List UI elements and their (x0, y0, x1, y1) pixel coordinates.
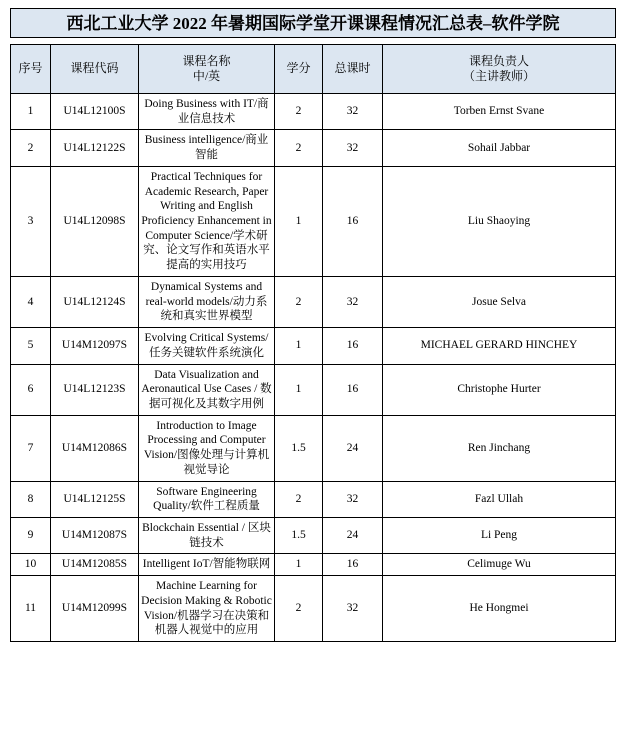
cell-credit: 1 (275, 328, 323, 364)
cell-index: 4 (11, 276, 51, 327)
cell-index: 7 (11, 415, 51, 481)
table-row (11, 166, 616, 276)
column-header-teacher-line2: （主讲教师） (462, 69, 535, 83)
table-row (11, 328, 616, 364)
cell-credit: 1 (275, 554, 323, 576)
cell-code: U14L12098S (51, 166, 139, 276)
cell-credit: 2 (275, 276, 323, 327)
cell-teacher: Li Peng (383, 517, 616, 553)
cell-name: Doing Business with IT/商业信息技术 (139, 94, 275, 130)
table-header (11, 45, 616, 94)
cell-hours: 32 (323, 576, 383, 642)
cell-index: 1 (11, 94, 51, 130)
cell-name: Machine Learning for Decision Making & Robotic Vision/机器学习在决策和机器人视觉中的应用 (139, 576, 275, 642)
cell-teacher: He Hongmei (383, 576, 616, 642)
cell-index: 8 (11, 481, 51, 517)
column-header-teacher (383, 45, 616, 94)
cell-teacher: Celimuge Wu (383, 554, 616, 576)
cell-hours: 32 (323, 481, 383, 517)
cell-hours: 32 (323, 130, 383, 166)
course-summary-table (10, 44, 616, 642)
cell-credit: 1 (275, 166, 323, 276)
cell-name: Data Visualization and Aeronautical Use Cases / 数据可视化及其数字用例 (139, 364, 275, 415)
cell-hours: 16 (323, 364, 383, 415)
table-row (11, 481, 616, 517)
column-header-teacher-line1: 课程负责人 (468, 53, 529, 68)
cell-code: U14M12085S (51, 554, 139, 576)
cell-index: 10 (11, 554, 51, 576)
cell-index: 9 (11, 517, 51, 553)
cell-name: Dynamical Systems and real-world models/动力系统和真实世界模型 (139, 276, 275, 327)
column-header-name-line1: 课程名称 (182, 53, 231, 68)
cell-code: U14L12100S (51, 94, 139, 130)
cell-code: U14L12122S (51, 130, 139, 166)
cell-teacher: Josue Selva (383, 276, 616, 327)
column-header-index: 序号 (11, 45, 51, 94)
cell-credit: 2 (275, 130, 323, 166)
cell-name: Blockchain Essential / 区块链技术 (139, 517, 275, 553)
cell-index: 6 (11, 364, 51, 415)
table-row (11, 94, 616, 130)
table-row (11, 517, 616, 553)
cell-code: U14M12087S (51, 517, 139, 553)
cell-hours: 24 (323, 415, 383, 481)
cell-code: U14M12086S (51, 415, 139, 481)
cell-teacher: Christophe Hurter (383, 364, 616, 415)
cell-code: U14M12099S (51, 576, 139, 642)
cell-name: Evolving Critical Systems/任务关键软件系统演化 (139, 328, 275, 364)
table-row (11, 554, 616, 576)
cell-hours: 32 (323, 94, 383, 130)
table-row (11, 415, 616, 481)
cell-hours: 16 (323, 166, 383, 276)
cell-index: 3 (11, 166, 51, 276)
cell-teacher: Ren Jinchang (383, 415, 616, 481)
table-header-row (11, 45, 616, 94)
column-header-credit: 学分 (275, 45, 323, 94)
cell-name: Business intelligence/商业智能 (139, 130, 275, 166)
cell-index: 5 (11, 328, 51, 364)
column-header-name (139, 45, 275, 94)
cell-code: U14L12124S (51, 276, 139, 327)
column-header-name-line2: 中/英 (192, 69, 221, 83)
cell-index: 2 (11, 130, 51, 166)
cell-teacher: Liu Shaoying (383, 166, 616, 276)
table-row (11, 364, 616, 415)
cell-teacher: Sohail Jabbar (383, 130, 616, 166)
table-body (11, 94, 616, 642)
cell-teacher: MICHAEL GERARD HINCHEY (383, 328, 616, 364)
document-title: 西北工业大学 2022 年暑期国际学堂开课课程情况汇总表–软件学院 (10, 8, 616, 38)
table-row (11, 276, 616, 327)
cell-credit: 2 (275, 481, 323, 517)
cell-hours: 16 (323, 328, 383, 364)
cell-index: 11 (11, 576, 51, 642)
cell-name: Intelligent IoT/智能物联网 (139, 554, 275, 576)
cell-hours: 16 (323, 554, 383, 576)
table-row (11, 576, 616, 642)
cell-credit: 2 (275, 576, 323, 642)
cell-hours: 24 (323, 517, 383, 553)
column-header-code: 课程代码 (51, 45, 139, 94)
cell-teacher: Fazl Ullah (383, 481, 616, 517)
column-header-hours: 总课时 (323, 45, 383, 94)
cell-credit: 1 (275, 364, 323, 415)
cell-credit: 1.5 (275, 415, 323, 481)
cell-name: Practical Techniques for Academic Research, Paper Writing and English Proficiency Enhancement in Computer Science/学术研究、论文写作和英语水平提高的实用技巧 (139, 166, 275, 276)
cell-code: U14L12123S (51, 364, 139, 415)
cell-credit: 2 (275, 94, 323, 130)
table-row (11, 130, 616, 166)
cell-credit: 1.5 (275, 517, 323, 553)
cell-name: Introduction to Image Processing and Computer Vision/图像处理与计算机视觉导论 (139, 415, 275, 481)
cell-code: U14L12125S (51, 481, 139, 517)
cell-name: Software Engineering Quality/软件工程质量 (139, 481, 275, 517)
cell-teacher: Torben Ernst Svane (383, 94, 616, 130)
cell-hours: 32 (323, 276, 383, 327)
cell-code: U14M12097S (51, 328, 139, 364)
